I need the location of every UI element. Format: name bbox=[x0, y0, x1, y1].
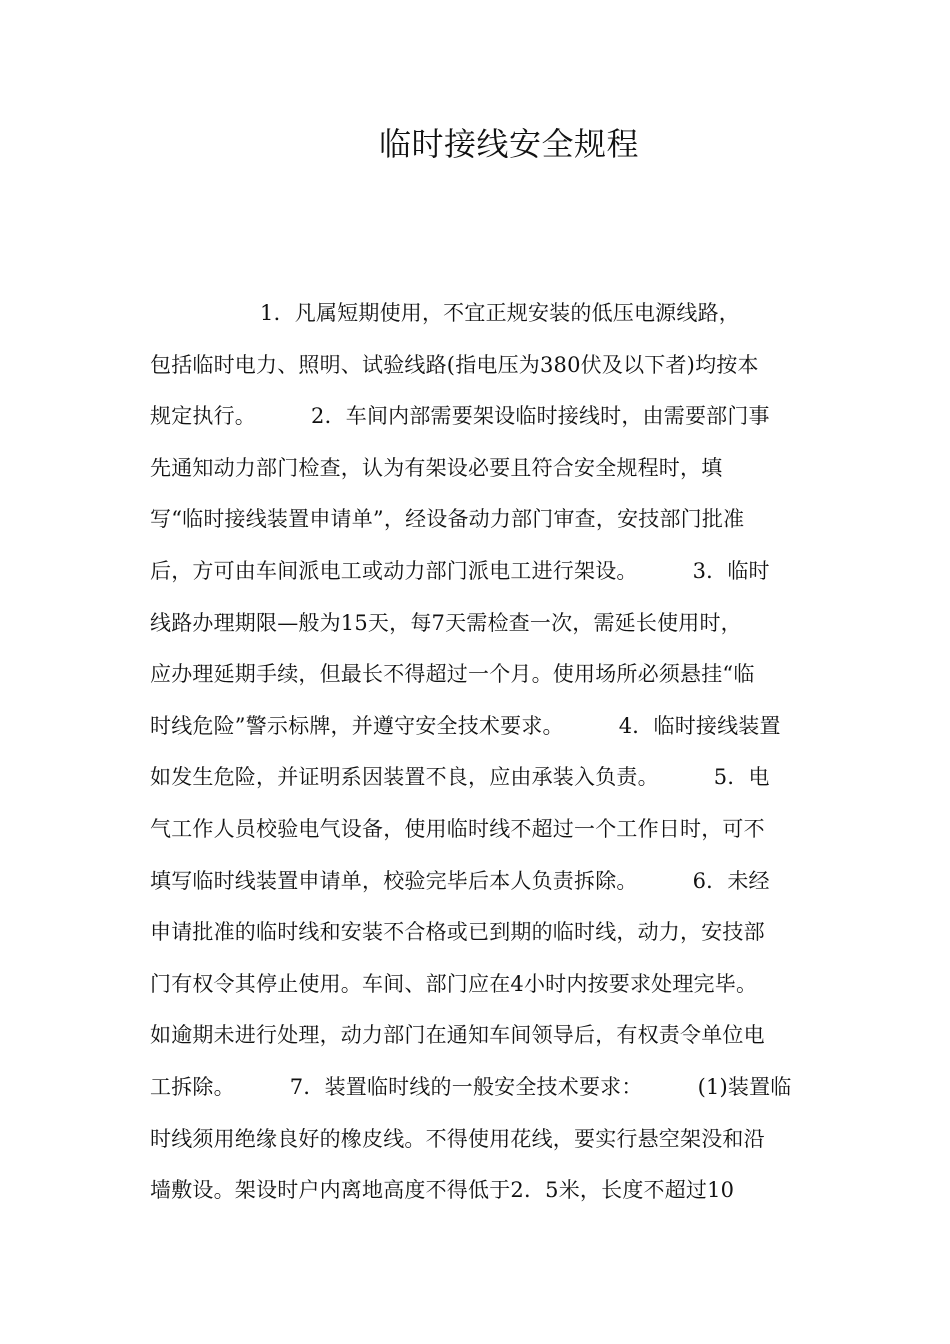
document-title: 临时接线安全规程 bbox=[378, 125, 639, 163]
body-line: 后，方可由车间派电工或动力部门派电工进行架设。 3．临时 bbox=[150, 558, 770, 583]
document-body bbox=[150, 288, 810, 1217]
body-line: 门有权令其停止使用。车间、部门应在4小时内按要求处理完毕。 bbox=[150, 971, 758, 996]
body-line: 填写临时线装置申请单，校验完毕后本人负责拆除。 6．未经 bbox=[150, 868, 770, 893]
body-line: 如发生危险，并证明系因装置不良，应由承装入负责。 5．电 bbox=[150, 765, 770, 790]
body-line: 如逾期未进行处理，动力部门在通知车间领导后，有权责令单位电 bbox=[150, 1023, 765, 1048]
body-line: 线路办理期限—般为15天，每7天需检查一次，需延长使用时， bbox=[150, 610, 742, 635]
body-line: 时线危险”警示标牌，并遵守安全技术要求。 4．临时接线装置 bbox=[150, 713, 781, 738]
body-line: 工拆除。 7．装置临时线的一般安全技术要求： (1)装置临 bbox=[150, 1074, 792, 1099]
body-line: 规定执行。 2．车间内部需要架设临时接线时，由需要部门事 bbox=[150, 404, 770, 429]
body-line: 应办理延期手续，但最长不得超过一个月。使用场所必须悬挂“临 bbox=[150, 662, 755, 687]
body-line: 气工作人员校验电气设备，使用临时线不超过一个工作日时，可不 bbox=[150, 816, 765, 841]
body-line: 申请批准的临时线和安装不合格或已到期的临时线，动力，安技部 bbox=[150, 920, 765, 945]
body-line: 包括临时电力、照明、试验线路(指电压为380伏及以下者)均按本 bbox=[150, 352, 759, 377]
body-line: 写“临时接线装置申请单”，经设备动力部门审查，安技部门批准 bbox=[150, 507, 745, 532]
body-line: 1．凡属短期使用，不宜正规安装的低压电源线路， bbox=[150, 301, 740, 325]
body-line: 时线须用绝缘良好的橡皮线。不得使用花线，要实行悬空架没和沿 bbox=[150, 1126, 765, 1151]
body-line: 先通知动力部门检查，认为有架设必要且符合安全规程时，填 bbox=[150, 455, 723, 480]
body-line: 墙敷设。架设时户内离地高度不得低于2．5米，长度不超过10 bbox=[150, 1178, 735, 1203]
